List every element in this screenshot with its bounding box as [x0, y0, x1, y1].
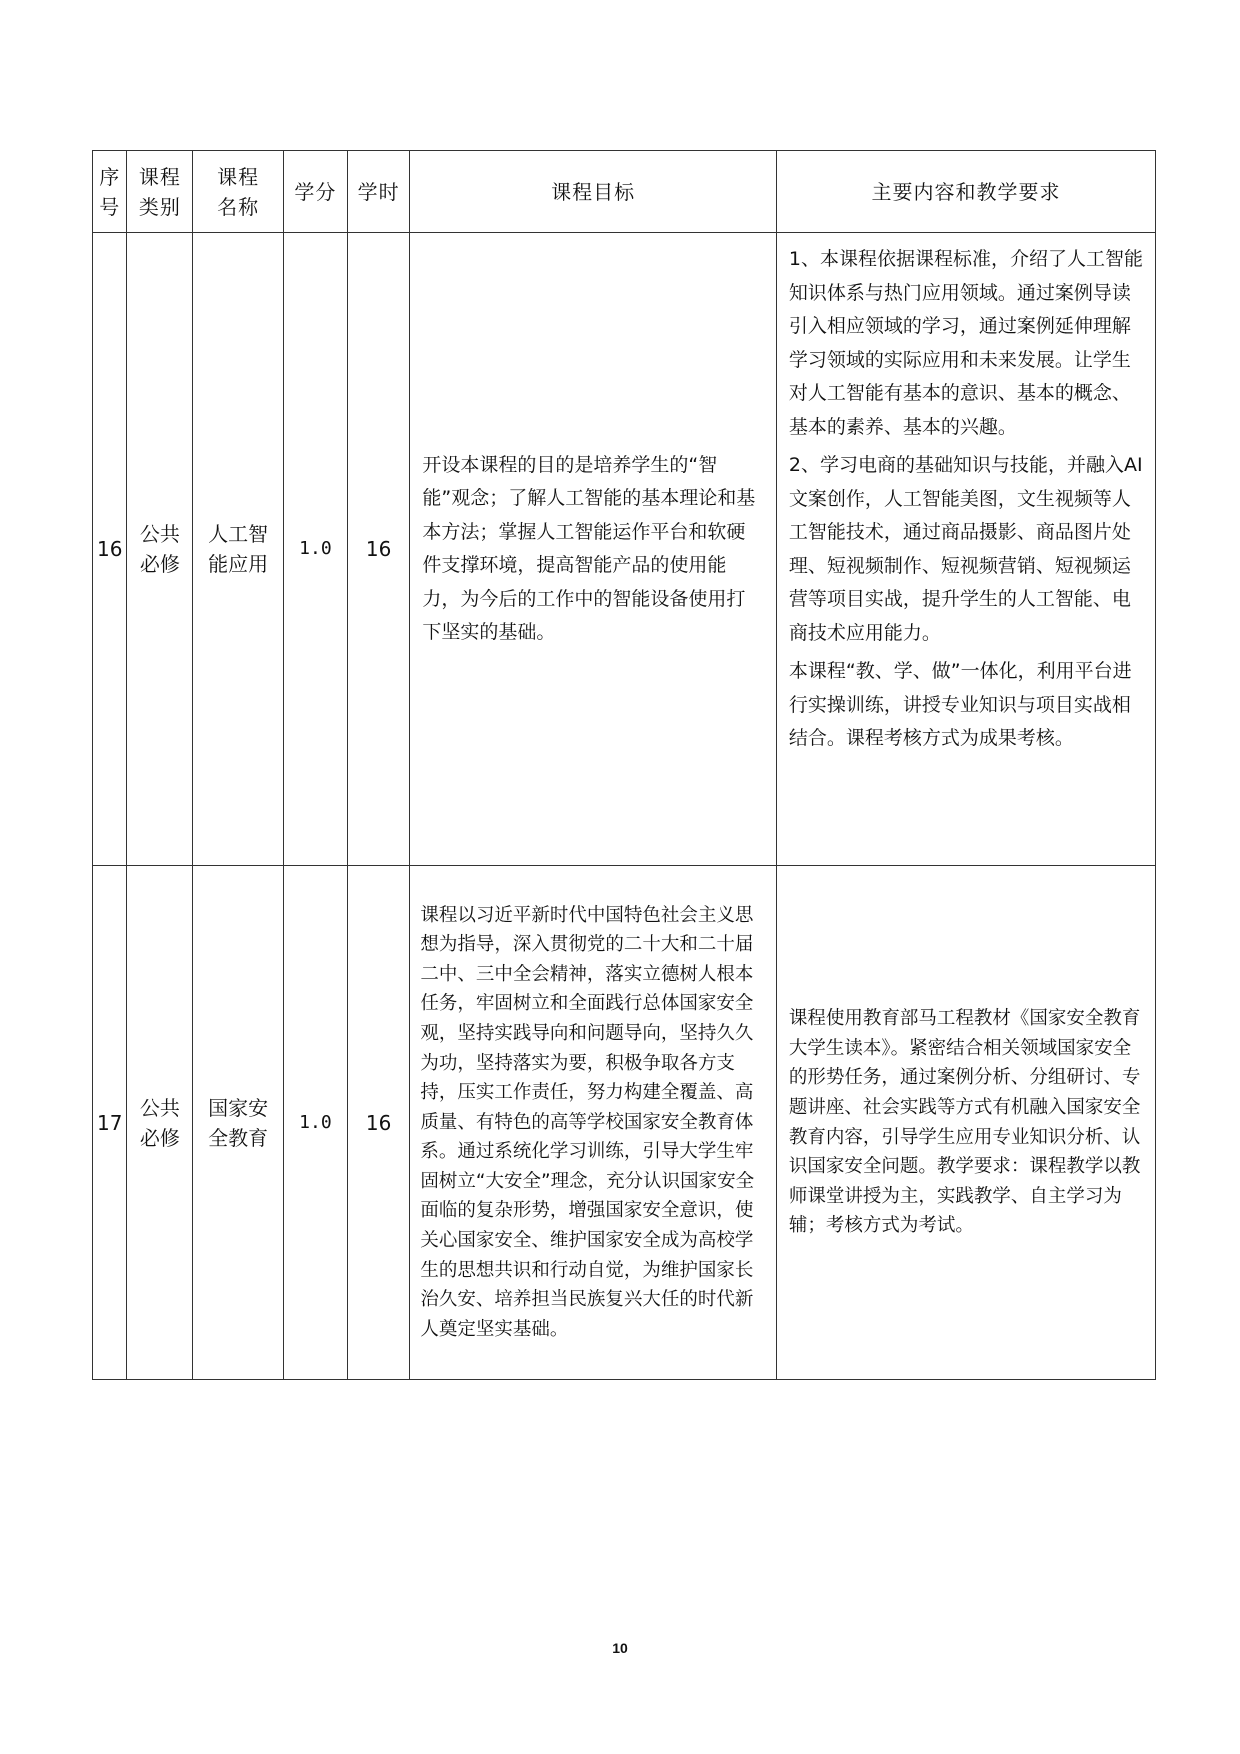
- cell-hours: 16: [347, 866, 410, 1380]
- cell-content: [776, 233, 1155, 866]
- cell-category: 公共 必修: [127, 233, 193, 866]
- cell-credit: 1.0: [284, 866, 348, 1380]
- course-table: [92, 150, 1156, 1380]
- cell-name: 国家安 全教育: [193, 866, 284, 1380]
- content-paragraph: 本课程“教、学、做”一体化，利用平台进行实操训练，讲授专业知识与项目实战相结合。课程考核方式为成果考核。: [788, 660, 1132, 749]
- cell-goal: 课程以习近平新时代中国特色社会主义思想为指导，深入贯彻党的二十大和二十届二中、三中全会精神，落实立德树人根本任务，牢固树立和全面践行总体国家安全观，坚持实践导向和问题导向，坚持久久为功，坚持落实为要，积极争取各方支持，压实工作责任，努力构建全覆盖、高质量、有特色的高等学校国家安全教育体系。通过系统化学习训练，引导大学生牢固树立“大安全”理念，充分认识国家安全面临的复杂形势，增强国家安全意识，使关心国家安全、维护国家安全成为高校学生的思想共识和行动自觉，为维护国家长治久安、培养担当民族复兴大任的时代新人奠定坚实基础。: [410, 866, 777, 1380]
- cell-category: 公共 必修: [127, 866, 193, 1380]
- header-hours: 学时: [347, 151, 410, 233]
- header-content: 主要内容和教学要求: [776, 151, 1155, 233]
- content-paragraph: 2、学习电商的基础知识与技能，并融入AI文案创作，人工智能美图，文生视频等人工智能技术，通过商品摄影、商品图片处理、短视频制作、短视频营销、短视频运营等项目实战，提升学生的人工智能、电商技术应用能力。: [788, 454, 1143, 644]
- header-seq: 序 号: [93, 151, 127, 233]
- header-goal: 课程目标: [410, 151, 777, 233]
- header-row: [93, 151, 1156, 233]
- table-row: [93, 866, 1156, 1380]
- cell-seq: 16: [93, 233, 127, 866]
- content-paragraph: 1、本课程依据课程标准，介绍了人工智能知识体系与热门应用领域。通过案例导读引入相应领域的学习，通过案例延伸理解学习领域的实际应用和未来发展。让学生对人工智能有基本的意识、基本的概念、基本的素养、基本的兴趣。: [788, 248, 1144, 438]
- cell-credit: 1.0: [284, 233, 348, 866]
- header-category: 课程 类别: [127, 151, 193, 233]
- cell-hours: 16: [347, 233, 410, 866]
- table-row: [93, 233, 1156, 866]
- cell-seq: 17: [93, 866, 127, 1380]
- page-number: 10: [612, 1640, 628, 1656]
- header-credit: 学分: [284, 151, 348, 233]
- cell-goal: 开设本课程的目的是培养学生的“智能”观念；了解人工智能的基本理论和基本方法；掌握人工智能运作平台和软硬件支撑环境，提高智能产品的使用能力，为今后的工作中的智能设备使用打下坚实的基础。: [410, 233, 777, 866]
- header-name: 课程 名称: [193, 151, 284, 233]
- cell-content: 课程使用教育部马工程教材《国家安全教育大学生读本》。紧密结合相关领域国家安全的形势任务，通过案例分析、分组研讨、专题讲座、社会实践等方式有机融入国家安全教育内容，引导学生应用专业知识分析、认识国家安全问题。教学要求：课程教学以教师课堂讲授为主，实践教学、自主学习为辅；考核方式为考试。: [776, 866, 1155, 1380]
- cell-name: 人工智 能应用: [193, 233, 284, 866]
